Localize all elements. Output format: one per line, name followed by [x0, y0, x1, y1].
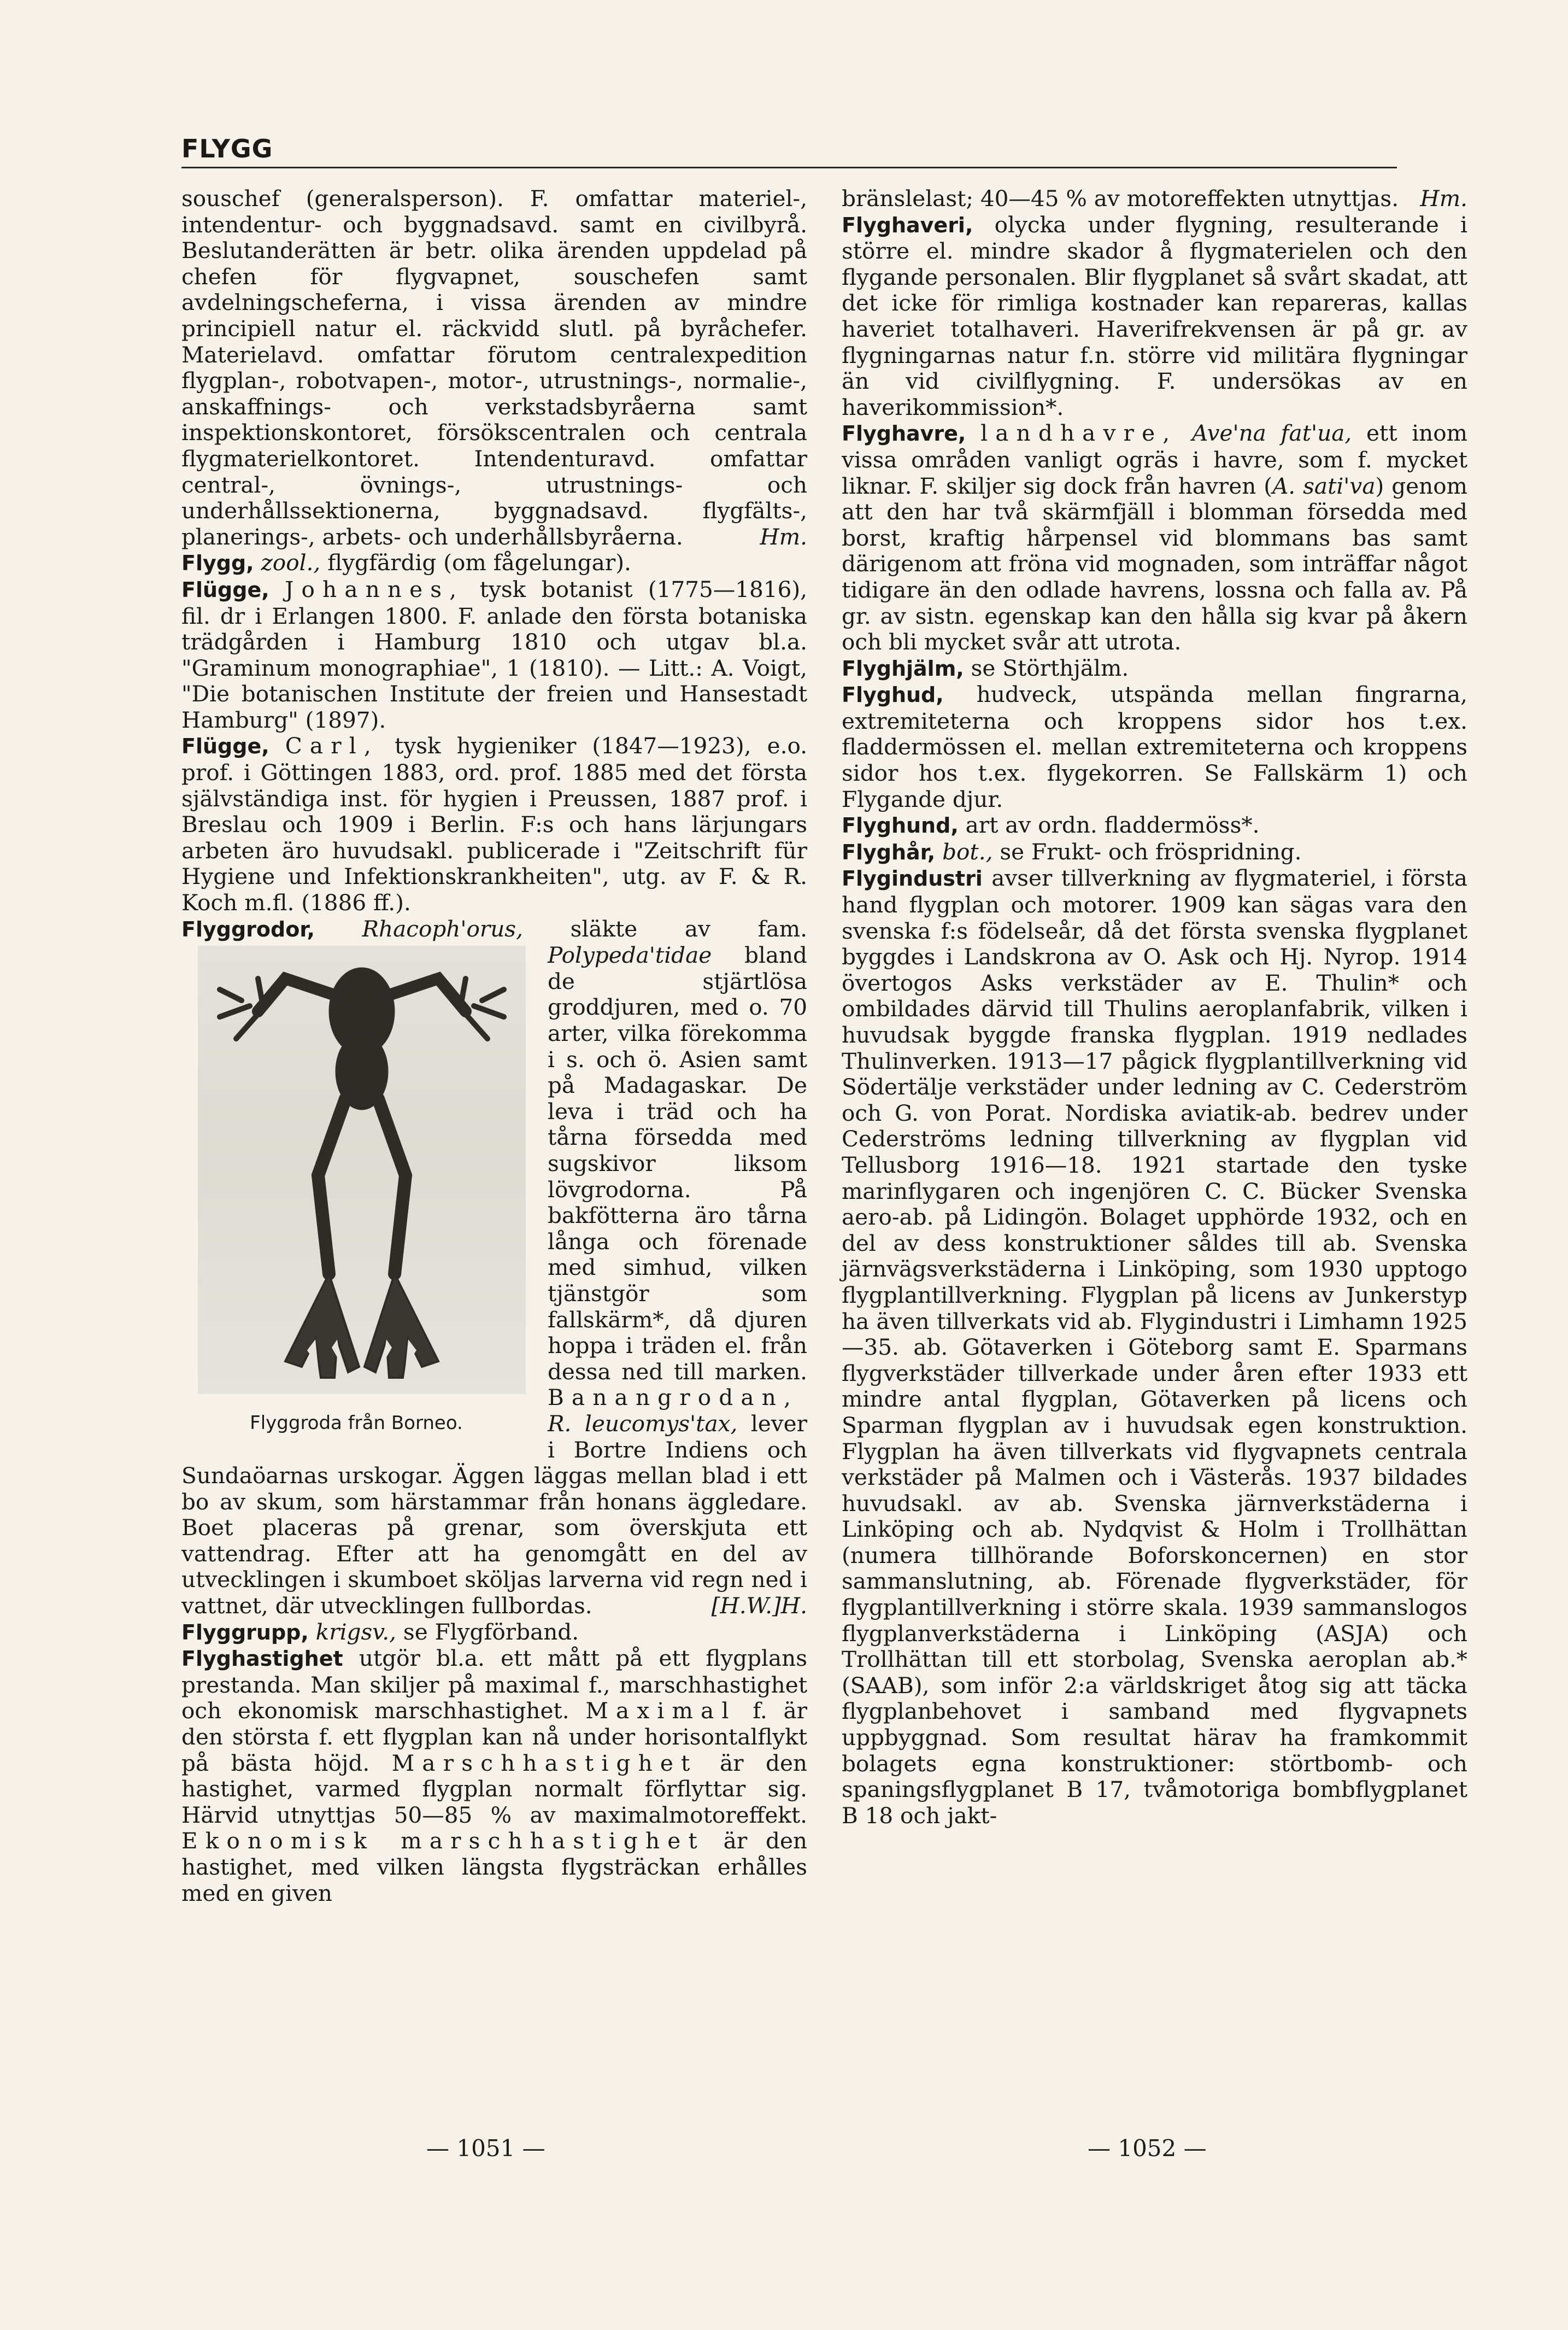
author-signature: Hm. — [1420, 185, 1467, 212]
entry-text: bland de stjärtlösa groddjuren, med o. 70 arter, vilka förekomma i s. och ö. Asien samt på Madagaskar. De leva i träd och ha tårna försedda med sugskivor liksom lövgrodorna. På bakfötterna äro tårna långa och förenade med simhud, vilken tjänstgör som fallskärm*, då djuren hoppa i träden el. från dessa ned till marken. — [548, 942, 807, 1385]
headword: Flyggrupp, — [181, 1620, 309, 1644]
entry-text: är den hastighet, med vilken längsta flygsträckan erhålles med en given — [181, 1828, 808, 1906]
entry-flugge-carl — [181, 733, 807, 916]
entry-text: f. är den största f. ett flygplan kan nå under horisontalflykt på bästa höjd. — [181, 1697, 807, 1776]
entry-text: är den hastighet, varmed flygplan normalt förflyttar sig. Härvid utnyttjas 50—85 % av maximalmotoreffekt. — [181, 1749, 807, 1828]
header-title: FLYGG — [181, 134, 273, 163]
latin-name: R. leucomys'tax, — [548, 1410, 738, 1437]
entry-flyghastighet — [181, 1646, 807, 1906]
latin-name: Ave'na fat'ua, — [1192, 420, 1352, 447]
headword: Flyghår, — [842, 840, 936, 864]
entry-text: släkte av fam. — [522, 915, 807, 942]
headword: Flügge, — [181, 577, 269, 602]
entry-flyghud — [842, 682, 1467, 812]
right-column — [842, 186, 1467, 1829]
latin-name: Polypeda'tidae — [548, 942, 712, 969]
author-signature: [H.W.]H. — [711, 1593, 807, 1619]
headword: Flyghastighet — [181, 1647, 343, 1671]
headword: Flygindustri — [842, 867, 983, 891]
figure-caption: Flyggroda från Borneo. — [250, 1412, 463, 1435]
entry-flyggrupp — [181, 1619, 807, 1646]
headword: Flügge, — [181, 734, 269, 759]
entry-text: flygfärdig (om fågelungar). — [320, 549, 631, 576]
entry-flyghjalm — [842, 655, 1467, 682]
frog-figure — [181, 946, 531, 1437]
entry-text: utgör bl.a. ett mått på ett flygplans prestanda. Man skiljer på maximal f., marschhastighet och ekonomisk marschhastighet. — [181, 1645, 807, 1724]
entry-paragraph — [181, 186, 807, 550]
entry-text: ett inom vissa områden vanligt ogräs i havre, som f. mycket liknar. F. skiljer sig dock från havren ( — [842, 420, 1468, 499]
headword: Flyghud, — [842, 683, 944, 707]
entry-flyghaveri — [842, 212, 1467, 421]
entry-text: tysk hygieniker (1847—1923), e.o. prof. i Göttingen 1883, ord. prof. 1885 med det första självständiga inst. för hygien i Preussen, 1887 prof. i Breslau och 1909 i Berlin. F:s och hans lärjungars arbeten äro huvudsakl. publicerade i "Zeitschrift für Hygiene und Infektionskrankheiten", utg. av F. & R. Koch m.fl. (1886 ff.). — [181, 733, 807, 916]
entry-text: lever i Bortre Indiens och Sundaöarnas urskogar. Äggen läggas mellan blad i ett bo av skum, som härstammar från honans äggledare. Boet placeras på grenar, som överskjuta ett vattendrag. Efter att ha genomgått en del av utvecklingen i skumboet sköljas larverna vid regn ned i vattnet, där utvecklingen fullbordas. — [181, 1410, 807, 1619]
headword: Flyggrodor, — [181, 917, 315, 941]
entry-flyggrodor — [181, 916, 807, 1619]
entry-text: tysk botanist (1775—1816), fil. dr i Erlangen 1800. F. anlade den första botaniska trädgården i Hamburg 1810 och utgav bl.a. "Graminum monographiae", 1 (1810). — Litt.: A. Voigt, "Die botanischen Institute der freien und Hansestadt Hamburg" (1897). — [181, 576, 808, 733]
term: Marschhastighet — [391, 1749, 698, 1776]
entry-text: se Störthjälm. — [964, 654, 1129, 681]
field-abbr: bot., — [942, 838, 993, 865]
entry-flygindustri — [842, 865, 1467, 1829]
headword: Flyghund, — [842, 813, 959, 838]
entry-text: art av ordn. fladdermöss*. — [958, 812, 1260, 839]
entry-flyghund — [842, 812, 1467, 839]
running-header — [181, 134, 1397, 168]
latin-name: Rhacoph'orus, — [362, 915, 523, 942]
entry-text: hudveck, utspända mellan fingrarna, extremiteterna och kroppens sidor hos t.ex. fladdermössen el. mellan extremiteterna och kroppens sidor hos t.ex. flygekorren. Se Fallskärm 1) och Flygande djur. — [842, 681, 1467, 812]
field-abbr: krigsv., — [315, 1618, 397, 1645]
entry-text: olycka under flygning, resulterande i större el. mindre skador å flygmaterielen och den flygande personalen. Blir flygplanet så svårt skadat, att det icke för rimliga kostnader kan repareras, kallas haveriet totalhaveri. Haverifrekvensen är på gr. av flygningarnas natur f.n. större vid militära flygningar än vid civilflygning. F. undersökas av en haverikommission*. — [842, 211, 1467, 420]
entry-text: souschef (generalsperson). F. omfattar materiel-, intendentur- och byggnadsavd. samt en civilbyrå. Beslutanderätten är betr. olika ärenden uppdelad på chefen för flygvapnet, souschefen samt avdelningscheferna, i vissa ärenden av mindre principiell natur el. räckvidd slutl. på byråchefer. Materielavd. omfattar förutom centralexpedition flygplan-, robotvapen-, motor-, utrustnings-, normalie-, anskaffnings- och verkstadsbyråerna samt inspektionskontoret, försökscentralen och centrala flygmaterielkontoret. Intendenturavd. omfattar central-, övnings-, utrustnings- och underhållssektionerna, byggnadsavd. flygfälts-, planerings-, arbets- och underhållsbyråerna. — [181, 185, 807, 550]
frog-illustration — [198, 946, 526, 1394]
common-name: Banangrodan, — [548, 1384, 799, 1411]
entry-flugge-johannes — [181, 577, 807, 734]
entry-text: se Frukt- och fröspridning. — [993, 838, 1302, 865]
page-number-right: — 1052 — — [1088, 2135, 1207, 2162]
entry-text: avser tillverkning av flygmateriel, i första hand flygplan och motorer. 1909 kan sägas vara den svenska f:s födelseår, då det första svenska flygplanet byggdes i Landskrona av O. Ask och Hj. Nyrop. 1914 övertogos Asks verkstäder av E. Thulin* och ombildades därvid till Thulins aeroplanfabrik, vilken i huvudsak byggde franska flygplan. 1919 nedlades Thulinverken. 1913—17 pågick flygplantillverkning vid Södertälje verkstäder under ledning av C. Cederström och G. von Porat. Nordiska aviatik-ab. bedrev under Cederströms ledning tillverkning av flygplan vid Tellusborg 1916—18. 1921 startade den tyske marinflygaren och ingenjören C. C. Bücker Svenska aero-ab. på Lidingön. Bolaget upphörde 1932, och en del av dess konstruktioner såldes till ab. Svenska järnvägsverkstäderna i Linköping, som 1930 upptogo flygplantillverkning. Flygplan på licens av Junkerstyp ha även tillverkats vid ab. Flygindustri i Limhamn 1925—35. ab. Götaverken i Göteborg samt E. Sparmans flygverkstäder tillverkade under åren efter 1933 ett mindre antal flygplan, Götaverken på licens och Sparman flygplan av i huvudsak egen konstruktion. Flygplan ha även tillverkats vid flygvapnets centrala verkstäder på Malmen och i Västerås. 1937 bildades huvudsakl. av ab. Svenska järnverkstäderna i Linköping och ab. Nydqvist & Holm i Trollhättan (numera tillhörande Boforskoncernen) en stor sammanslutning, ab. Förenade flygverkstäder, för flygplantillverkning i större skala. 1939 sammanslogos flygplanverkstäderna i Linköping (ASJA) och Trollhättan till ett storbolag, Svenska aeroplan ab.* (SAAB), som inför 2:a världskriget åtog sig att täcka flygplanbehovet i samband med flygvapnets uppbyggnad. Som resultat härav ha framkommit bolagets egna konstruktioner: störtbomb- och spaningsflygplanet B 17, tvåmotoriga bombflygplanet B 18 och jakt- — [842, 865, 1467, 1829]
person-name: Carl, — [285, 733, 379, 759]
entry-flygg — [181, 550, 807, 577]
frog-photo — [198, 946, 526, 1394]
entry-text: bränslelast; 40—45 % av motoreffekten utnyttjas. — [842, 185, 1399, 212]
term: Maximal — [585, 1697, 737, 1724]
entry-flyghar — [842, 839, 1467, 866]
headword: Flyghjälm, — [842, 656, 964, 681]
headword: Flygg, — [181, 551, 254, 576]
common-name: landhavre, — [980, 420, 1178, 447]
entry-continuation — [842, 186, 1467, 212]
author-signature: Hm. — [760, 523, 807, 550]
entry-text: se Flygförband. — [396, 1618, 579, 1645]
page-number-left: — 1051 — — [426, 2135, 545, 2162]
entry-flyghavre — [842, 420, 1467, 655]
headword: Flyghavre, — [842, 421, 966, 446]
term: Ekonomisk marschhastighet — [181, 1828, 705, 1854]
left-column — [181, 186, 807, 1906]
headword: Flyghaveri, — [842, 213, 973, 237]
field-abbr: zool., — [261, 549, 321, 576]
entry-text: ) genom att den har två skärmfjäll i blomman försedda med borst, kraftig hårpensel vid blommans bas samt därigenom att fröna vid mognaden, som inträffar något tidigare än den odlade havrens, lossna och falla av. På gr. av sistn. egenskap kan den hålla sig kvar på åkern och bli mycket svår att utrota. — [842, 472, 1467, 655]
latin-name: A. sati'va — [1272, 472, 1376, 499]
person-name: Johannes, — [285, 576, 465, 602]
